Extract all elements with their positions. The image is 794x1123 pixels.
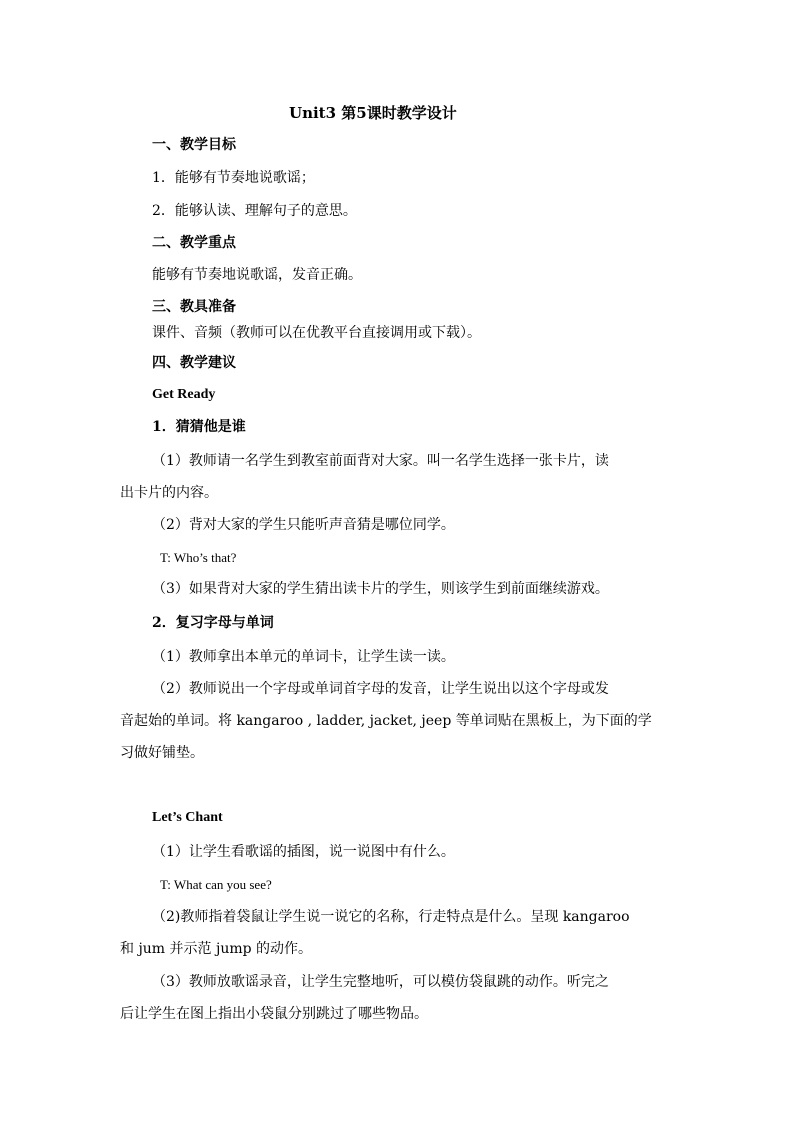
activity-heading-review: 2．复习字母与单词	[152, 615, 274, 631]
section-heading-suggestions: 四、教学建议	[152, 355, 236, 371]
chant-dialog: T: What can you see?	[160, 877, 272, 892]
chant-para3-line1: （3）教师放歌谣录音，让学生完整地听，可以模仿袋鼠跳的动作。听完之	[152, 974, 609, 990]
section-heading-materials: 三、教具准备	[152, 299, 236, 315]
activity-heading-guess: 1．猜猜他是谁	[152, 419, 246, 435]
activity1-para3: （3）如果背对大家的学生猜出读卡片的学生，则该学生到前面继续游戏。	[152, 581, 609, 597]
activity1-para2: （2）背对大家的学生只能听声音猜是哪位同学。	[152, 517, 455, 533]
activity1-dialog: T: Who’s that?	[160, 550, 237, 565]
subheading-lets-chant: Let’s Chant	[152, 810, 223, 825]
activity1-para1-line1: （1）教师请一名学生到教室前面背对大家。叫一名学生选择一张卡片，读	[152, 453, 609, 469]
chant-para2-line2: 和 jum 并示范 jump 的动作。	[120, 941, 313, 957]
activity2-para1: （1）教师拿出本单元的单词卡，让学生读一读。	[152, 649, 455, 665]
materials-text: 课件、音频（教师可以在优教平台直接调用或下载）。	[152, 325, 481, 341]
page-title: Unit3 第5课时教学设计	[289, 104, 457, 122]
subheading-get-ready: Get Ready	[152, 387, 216, 402]
section-heading-key-points: 二、教学重点	[152, 235, 236, 251]
goal-item-2: 2．能够认读、理解句子的意思。	[152, 203, 357, 219]
activity2-para2-line1: （2）教师说出一个字母或单词首字母的发音，让学生说出以这个字母或发	[152, 681, 609, 697]
chant-para1: （1）让学生看歌谣的插图，说一说图中有什么。	[152, 844, 455, 860]
activity2-para2-line3: 习做好铺垫。	[120, 745, 204, 761]
section-heading-goals: 一、教学目标	[152, 137, 236, 153]
key-points-text: 能够有节奏地说歌谣，发音正确。	[152, 267, 362, 283]
chant-para3-line2: 后让学生在图上指出小袋鼠分别跳过了哪些物品。	[120, 1006, 428, 1022]
goal-item-1: 1．能够有节奏地说歌谣；	[152, 170, 315, 186]
activity1-para1-line2: 出卡片的内容。	[120, 485, 218, 501]
activity2-para2-line2: 音起始的单词。将 kangaroo , ladder, jacket, jeep 等单词贴在黑板上，为下面的学	[120, 713, 652, 729]
chant-para2-line1: （2)教师指着袋鼠让学生说一说它的名称，行走特点是什么。呈现 kangaroo	[152, 909, 630, 925]
